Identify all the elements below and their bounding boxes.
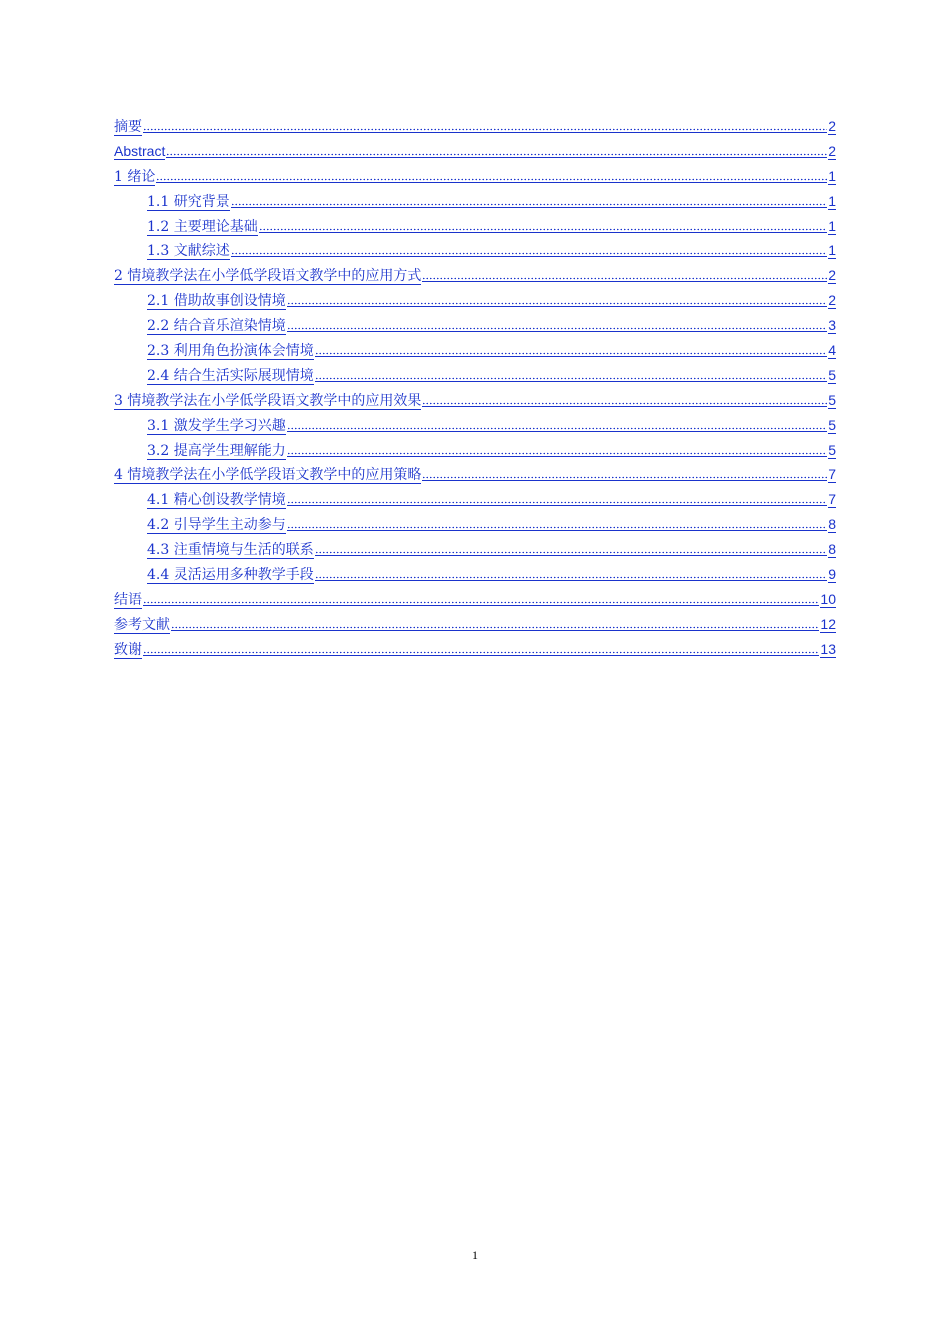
- toc-entry-2-4[interactable]: [114, 365, 836, 390]
- toc-entry-page: 5: [828, 441, 836, 458]
- toc-entry-title: 1.1 研究背景: [147, 193, 230, 210]
- toc-entry-title: 3.2 提高学生理解能力: [147, 442, 286, 459]
- toc-dot-leader: [166, 143, 827, 158]
- toc-dot-leader: [315, 342, 827, 357]
- toc-entry-1-3[interactable]: [114, 240, 836, 265]
- toc-entry-4-2[interactable]: [114, 514, 836, 539]
- toc-entry-title: Abstract: [114, 142, 166, 159]
- toc-entry-references[interactable]: [114, 614, 836, 639]
- toc-dot-leader: [422, 267, 827, 282]
- toc-dot-leader: [156, 168, 827, 183]
- toc-entry-title: 4.4 灵活运用多种教学手段: [147, 567, 314, 584]
- toc-entry-page: 7: [828, 466, 836, 483]
- toc-entry-1[interactable]: [114, 166, 836, 191]
- toc-entry-page: 12: [820, 615, 836, 632]
- toc-entry-page: 1: [828, 217, 836, 234]
- toc-entry-title: 致谢: [114, 641, 142, 658]
- toc-entry-title: 1 绪论: [114, 168, 156, 185]
- toc-entry-4-4[interactable]: [114, 564, 836, 589]
- toc-entry-page: 2: [828, 267, 836, 284]
- toc-entry-page: 8: [828, 541, 836, 558]
- toc-entry-title: 2.3 利用角色扮演体会情境: [147, 343, 314, 360]
- table-of-contents: [114, 116, 836, 664]
- toc-dot-leader: [287, 442, 827, 457]
- toc-entry-abstract-cn[interactable]: [114, 116, 836, 141]
- toc-entry-page: 10: [820, 590, 836, 607]
- toc-entry-page: 3: [828, 317, 836, 334]
- toc-entry-page: 13: [820, 640, 836, 657]
- toc-entry-3-2[interactable]: [114, 440, 836, 465]
- toc-dot-leader: [422, 392, 827, 407]
- toc-entry-2-3[interactable]: [114, 340, 836, 365]
- toc-entry-title: 4 情境教学法在小学低学段语文教学中的应用策略: [114, 467, 422, 484]
- toc-entry-page: 1: [828, 167, 836, 184]
- toc-entry-title: 4.2 引导学生主动参与: [147, 517, 286, 534]
- toc-entry-title: 2.4 结合生活实际展现情境: [147, 367, 314, 384]
- toc-entry-conclusion[interactable]: [114, 589, 836, 614]
- toc-entry-page: 1: [828, 192, 836, 209]
- toc-entry-title: 3.1 激发学生学习兴趣: [147, 417, 286, 434]
- toc-entry-abstract-en[interactable]: [114, 141, 836, 166]
- toc-entry-page: 8: [828, 516, 836, 533]
- toc-entry-title: 1.3 文献综述: [147, 243, 230, 260]
- toc-dot-leader: [422, 466, 827, 481]
- toc-entry-4-1[interactable]: [114, 489, 836, 514]
- toc-entry-1-1[interactable]: [114, 191, 836, 216]
- toc-entry-3-1[interactable]: [114, 415, 836, 440]
- toc-entry-title: 结语: [114, 591, 142, 608]
- toc-entry-page: 9: [828, 566, 836, 583]
- toc-entry-4-3[interactable]: [114, 539, 836, 564]
- toc-entry-title: 摘要: [114, 119, 142, 135]
- toc-dot-leader: [287, 317, 827, 332]
- toc-dot-leader: [287, 417, 827, 432]
- toc-dot-leader: [143, 118, 827, 133]
- page-number: 1: [472, 1248, 478, 1262]
- toc-dot-leader: [231, 193, 827, 208]
- toc-dot-leader: [143, 591, 819, 606]
- toc-entry-page: 5: [828, 366, 836, 383]
- toc-dot-leader: [287, 491, 827, 506]
- toc-dot-leader: [171, 616, 819, 631]
- toc-entry-page: 1: [828, 242, 836, 259]
- toc-entry-title: 4.3 注重情境与生活的联系: [147, 542, 314, 559]
- toc-entry-title: 4.1 精心创设教学情境: [147, 492, 286, 509]
- toc-dot-leader: [315, 367, 827, 382]
- toc-entry-1-2[interactable]: [114, 216, 836, 241]
- toc-entry-2-2[interactable]: [114, 315, 836, 340]
- toc-entry-page: 2: [828, 292, 836, 309]
- toc-entry-page: 2: [828, 142, 836, 159]
- toc-entry-page: 5: [828, 391, 836, 408]
- toc-entry-page: 4: [828, 342, 836, 359]
- toc-dot-leader: [315, 541, 827, 556]
- toc-entry-title: 参考文献: [114, 616, 170, 633]
- toc-entry-title: 1.2 主要理论基础: [147, 218, 258, 235]
- toc-dot-leader: [287, 516, 827, 531]
- toc-entry-2-1[interactable]: [114, 290, 836, 315]
- toc-entry-page: 5: [828, 416, 836, 433]
- toc-entry-2[interactable]: [114, 265, 836, 290]
- toc-dot-leader: [231, 242, 827, 257]
- toc-entry-4[interactable]: [114, 464, 836, 489]
- toc-dot-leader: [315, 566, 827, 581]
- toc-entry-title: 2 情境教学法在小学低学段语文教学中的应用方式: [114, 268, 422, 285]
- toc-entry-title: 2.2 结合音乐渲染情境: [147, 318, 286, 335]
- toc-entry-title: 2.1 借助故事创设情境: [147, 293, 286, 310]
- toc-dot-leader: [287, 292, 827, 307]
- toc-entry-page: 7: [828, 491, 836, 508]
- toc-entry-title: 3 情境教学法在小学低学段语文教学中的应用效果: [114, 392, 422, 409]
- toc-dot-leader: [143, 641, 819, 656]
- toc-entry-3[interactable]: [114, 390, 836, 415]
- toc-dot-leader: [259, 218, 827, 233]
- toc-entry-page: 2: [828, 118, 836, 134]
- toc-entry-acknowledgements[interactable]: [114, 639, 836, 664]
